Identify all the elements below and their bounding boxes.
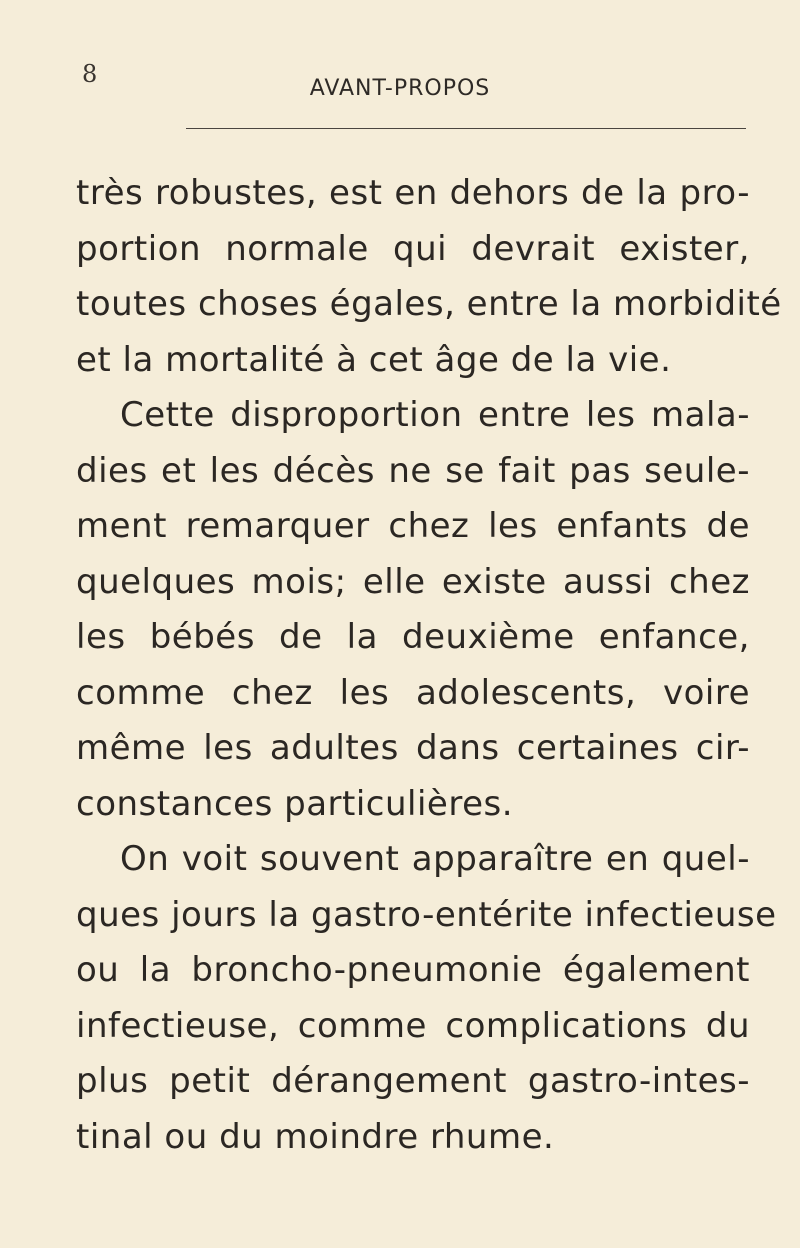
text-line: constances particulières.	[76, 783, 514, 824]
text-line: même les adultes dans certaines cir-	[76, 728, 750, 768]
text-line: infectieuse, comme complications du	[76, 1005, 750, 1046]
text-line: ment remarquer chez les enfants de	[76, 506, 750, 546]
text-line: dies et les décès ne se fait pas seule-	[76, 450, 750, 491]
text-line: plus petit dérangement gastro-intes-	[76, 1061, 750, 1101]
header-rule	[186, 128, 746, 129]
running-head: AVANT-PROPOS	[309, 76, 491, 101]
text-line: très robustes, est en dehors de la pro-	[76, 173, 750, 213]
text-line: On voit souvent apparaître en quel-	[120, 839, 750, 879]
text-line: Cette disproportion entre les mala-	[120, 395, 750, 435]
text-line: portion normale qui devrait exister,	[76, 228, 750, 269]
text-line: et la mortalité à cet âge de la vie.	[76, 339, 672, 380]
text-line: comme chez les adolescents, voire	[76, 672, 750, 713]
text-line: quelques mois; elle existe aussi chez	[76, 561, 750, 602]
text-line: toutes choses égales, entre la morbidité	[76, 284, 782, 324]
text-line: les bébés de la deuxième enfance,	[76, 617, 750, 657]
page-number: 8	[82, 60, 98, 88]
text-line: tinal ou du moindre rhume.	[76, 1116, 555, 1157]
text-line: ques jours la gastro-entérite infectieuse	[76, 894, 777, 935]
body-text	[76, 166, 782, 1165]
text-line: ou la broncho-pneumonie également	[76, 950, 750, 990]
